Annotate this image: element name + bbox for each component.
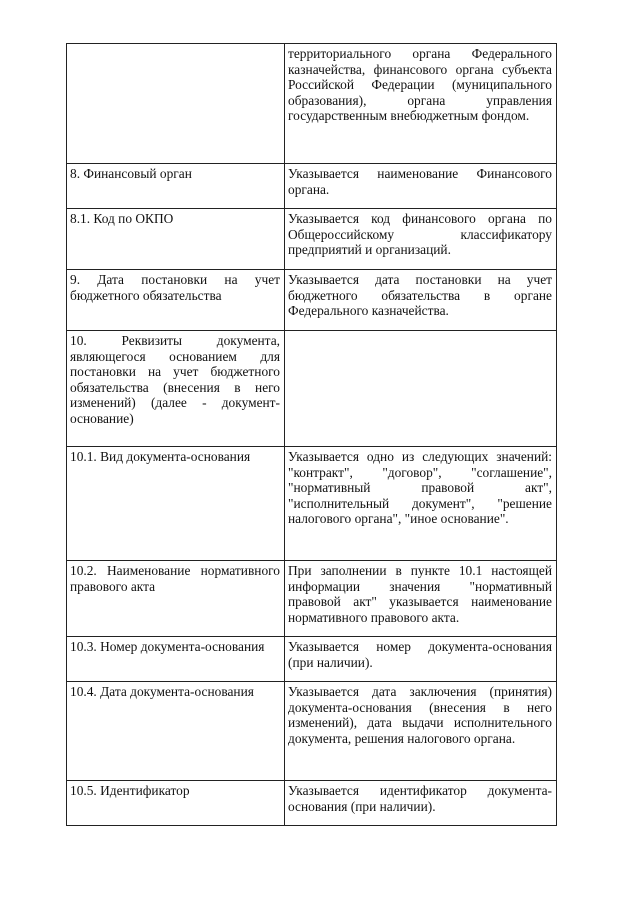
field-description-cell: Указывается идентификатор документа-основания (при наличии). (285, 781, 557, 826)
field-description-cell: При заполнении в пункте 10.1 настоящей информации значения "нормативный правовой акт" указывается наименование нормативного правового акта. (285, 561, 557, 637)
field-name-cell: 10. Реквизиты документа, являющегося основанием для постановки на учет бюджетного обязательства (внесения в него изменений) (далее - документ-основание) (67, 331, 285, 447)
field-description-cell: Указывается одно из следующих значений: "контракт", "договор", "соглашение", "нормативный правовой акт", "исполнительный документ", "решение налогового органа", "иное основание". (285, 447, 557, 561)
field-name-cell: 10.1. Вид документа-основания (67, 447, 285, 561)
requisites-table (66, 43, 557, 826)
table-row (67, 44, 557, 164)
field-description-cell: Указывается дата заключения (принятия) документа-основания (внесения в него изменений), дата выдачи исполнительного документа, решения налогового органа. (285, 682, 557, 781)
field-description-cell: Указывается дата постановки на учет бюджетного обязательства в органе Федерального казначейства. (285, 270, 557, 331)
table-row (67, 270, 557, 331)
field-name-cell: 8. Финансовый орган (67, 164, 285, 209)
field-name-cell: 10.5. Идентификатор (67, 781, 285, 826)
table-row (67, 331, 557, 447)
field-name-cell: 9. Дата постановки на учет бюджетного обязательства (67, 270, 285, 331)
table-row (67, 682, 557, 781)
table-row (67, 164, 557, 209)
table-row (67, 637, 557, 682)
table-row (67, 209, 557, 270)
field-name-cell: 10.2. Наименование нормативного правового акта (67, 561, 285, 637)
field-description-cell (285, 331, 557, 447)
table-row (67, 561, 557, 637)
field-name-cell: 10.4. Дата документа-основания (67, 682, 285, 781)
field-description-cell: Указывается код финансового органа по Общероссийскому классификатору предприятий и организаций. (285, 209, 557, 270)
table-row (67, 781, 557, 826)
field-description-cell: Указывается наименование Финансового органа. (285, 164, 557, 209)
table-row (67, 447, 557, 561)
field-name-cell: 8.1. Код по ОКПО (67, 209, 285, 270)
field-description-cell: Указывается номер документа-основания (при наличии). (285, 637, 557, 682)
field-description-cell: территориального органа Федерального казначейства, финансового органа субъекта Российской Федерации (муниципального образования), органа управления государственным внебюджетным фондом. (285, 44, 557, 164)
document-page (66, 43, 555, 826)
field-name-cell: 10.3. Номер документа-основания (67, 637, 285, 682)
field-name-cell (67, 44, 285, 164)
